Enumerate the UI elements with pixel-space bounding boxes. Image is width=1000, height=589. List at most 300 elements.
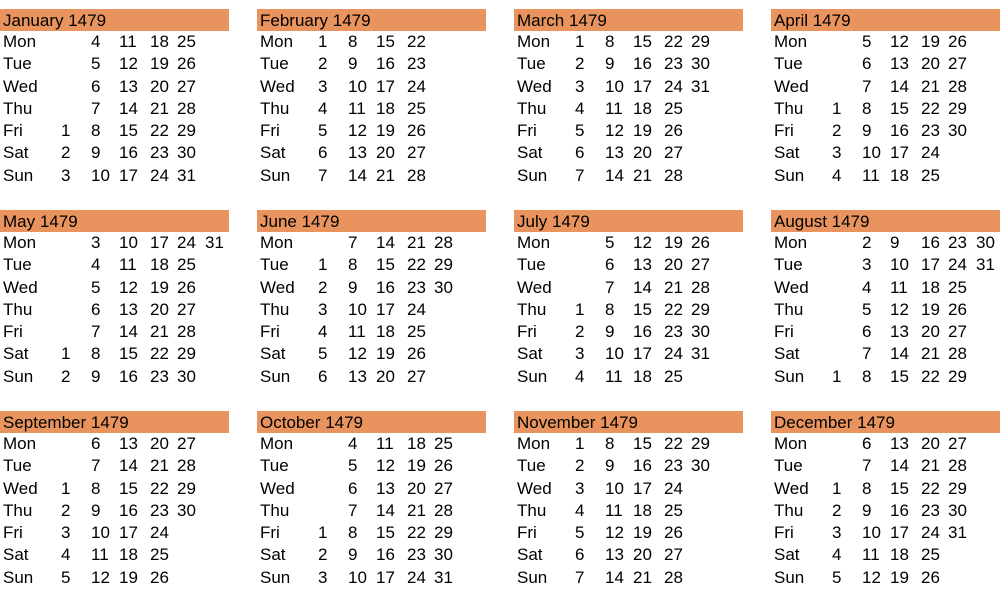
day-cell: 9 bbox=[890, 233, 900, 252]
weekday-label: Wed bbox=[260, 277, 295, 297]
day-cell: 9 bbox=[348, 54, 358, 74]
weekday-label: Sun bbox=[3, 165, 34, 185]
day-cell: 14 bbox=[376, 500, 395, 520]
day-cell: 4 bbox=[61, 545, 71, 565]
weekday-label: Sat bbox=[3, 344, 29, 364]
weekday-row-mon bbox=[0, 31, 229, 53]
day-cell: 2 bbox=[318, 545, 328, 565]
day-cell: 14 bbox=[119, 98, 138, 118]
weekday-label: Sat bbox=[774, 143, 800, 163]
day-cell: 28 bbox=[177, 98, 196, 118]
weekday-row-mon bbox=[514, 232, 743, 254]
weekday-row-sun bbox=[0, 165, 229, 187]
month-september bbox=[0, 411, 229, 589]
weekday-row-fri bbox=[257, 120, 486, 142]
day-cell: 15 bbox=[376, 255, 395, 275]
day-cell: 26 bbox=[407, 121, 426, 141]
weekday-label: Thu bbox=[260, 98, 290, 118]
day-cell: 18 bbox=[633, 366, 652, 386]
weekday-row-wed bbox=[257, 76, 486, 98]
day-cell: 20 bbox=[921, 434, 940, 453]
weekday-label: Thu bbox=[517, 299, 547, 319]
day-cell: 17 bbox=[119, 165, 138, 185]
day-cell: 5 bbox=[575, 121, 585, 141]
weekday-label: Fri bbox=[260, 121, 280, 141]
weekday-row-sun bbox=[771, 366, 1000, 388]
weekday-label: Mon bbox=[517, 434, 551, 453]
day-cell: 21 bbox=[633, 165, 652, 185]
day-cell: 1 bbox=[61, 478, 71, 498]
month-october bbox=[257, 411, 486, 589]
day-cell: 21 bbox=[376, 165, 395, 185]
weekday-label: Fri bbox=[774, 523, 794, 543]
weekday-row-sun bbox=[257, 567, 486, 589]
month-title: May 1479 bbox=[0, 210, 229, 232]
day-cell: 28 bbox=[691, 277, 710, 297]
day-cell: 23 bbox=[664, 322, 683, 342]
day-cell: 9 bbox=[605, 456, 615, 476]
weekday-row-thu bbox=[514, 98, 743, 120]
day-cell: 5 bbox=[862, 32, 872, 51]
weekday-row-fri bbox=[771, 120, 1000, 142]
weekday-label: Fri bbox=[517, 322, 537, 342]
day-cell: 6 bbox=[318, 143, 328, 163]
weekday-row-tue bbox=[257, 254, 486, 276]
weekday-row-tue bbox=[257, 455, 486, 477]
weekday-row-thu bbox=[514, 500, 743, 522]
day-cell: 9 bbox=[862, 500, 872, 520]
day-cell: 12 bbox=[348, 121, 367, 141]
day-cell: 23 bbox=[407, 54, 426, 74]
day-cell: 2 bbox=[575, 456, 585, 476]
day-cell: 15 bbox=[119, 478, 138, 498]
day-cell: 7 bbox=[91, 456, 101, 476]
day-cell: 4 bbox=[348, 434, 358, 453]
day-cell: 3 bbox=[862, 255, 872, 275]
day-cell: 11 bbox=[862, 165, 880, 185]
weekday-label: Sun bbox=[774, 165, 805, 185]
weekday-label: Sat bbox=[517, 143, 543, 163]
day-cell: 30 bbox=[948, 121, 967, 141]
day-cell: 23 bbox=[948, 233, 967, 252]
day-cell: 21 bbox=[150, 456, 169, 476]
weekday-label: Thu bbox=[3, 299, 33, 319]
weekday-label: Fri bbox=[260, 523, 280, 543]
day-cell: 16 bbox=[376, 545, 395, 565]
weekday-label: Sat bbox=[260, 344, 286, 364]
day-grid bbox=[771, 232, 1000, 388]
day-cell: 7 bbox=[575, 567, 585, 587]
day-cell: 23 bbox=[664, 456, 683, 476]
day-cell: 28 bbox=[434, 233, 453, 252]
weekday-row-mon bbox=[514, 31, 743, 53]
weekday-row-sat bbox=[257, 544, 486, 566]
day-cell: 23 bbox=[921, 121, 940, 141]
day-cell: 18 bbox=[119, 545, 138, 565]
day-cell: 4 bbox=[575, 366, 585, 386]
day-cell: 2 bbox=[318, 54, 328, 74]
weekday-row-wed bbox=[514, 277, 743, 299]
weekday-label: Mon bbox=[3, 233, 37, 252]
day-cell: 9 bbox=[348, 545, 358, 565]
day-cell: 17 bbox=[633, 344, 652, 364]
month-title: March 1479 bbox=[514, 9, 743, 31]
day-cell: 20 bbox=[921, 322, 940, 342]
day-cell: 26 bbox=[434, 456, 453, 476]
day-cell: 28 bbox=[664, 165, 683, 185]
day-cell: 7 bbox=[862, 76, 872, 96]
weekday-row-sat bbox=[771, 142, 1000, 164]
day-cell: 13 bbox=[119, 76, 138, 96]
day-cell: 19 bbox=[921, 299, 940, 319]
weekday-row-mon bbox=[771, 232, 1000, 254]
day-grid bbox=[514, 31, 743, 187]
day-cell: 18 bbox=[890, 165, 909, 185]
weekday-row-wed bbox=[0, 478, 229, 500]
day-cell: 21 bbox=[921, 456, 940, 476]
weekday-label: Mon bbox=[517, 233, 551, 252]
weekday-label: Wed bbox=[517, 76, 552, 96]
weekday-label: Sat bbox=[3, 143, 29, 163]
day-cell: 28 bbox=[948, 456, 967, 476]
day-cell: 2 bbox=[61, 500, 71, 520]
weekday-label: Tue bbox=[260, 456, 289, 476]
day-cell: 25 bbox=[407, 98, 426, 118]
day-cell: 1 bbox=[575, 299, 585, 319]
day-cell: 10 bbox=[348, 299, 367, 319]
weekday-row-fri bbox=[771, 522, 1000, 544]
day-cell: 15 bbox=[376, 523, 395, 543]
weekday-label: Wed bbox=[774, 76, 809, 96]
day-cell: 20 bbox=[921, 54, 940, 74]
day-cell: 24 bbox=[921, 523, 940, 543]
day-cell: 18 bbox=[633, 500, 652, 520]
weekday-row-tue bbox=[514, 254, 743, 276]
day-cell: 8 bbox=[862, 98, 872, 118]
day-cell: 3 bbox=[318, 567, 328, 587]
weekday-label: Sun bbox=[517, 165, 548, 185]
day-cell: 30 bbox=[948, 500, 967, 520]
month-title: January 1479 bbox=[0, 9, 229, 31]
day-cell: 15 bbox=[890, 478, 909, 498]
weekday-label: Mon bbox=[260, 434, 294, 453]
month-title: February 1479 bbox=[257, 9, 486, 31]
day-grid bbox=[514, 232, 743, 388]
day-cell: 1 bbox=[575, 32, 585, 51]
weekday-row-mon bbox=[0, 433, 229, 455]
day-cell: 2 bbox=[862, 233, 872, 252]
day-cell: 10 bbox=[890, 255, 909, 275]
weekday-row-tue bbox=[771, 254, 1000, 276]
day-cell: 26 bbox=[948, 32, 967, 51]
weekday-row-fri bbox=[0, 120, 229, 142]
day-cell: 7 bbox=[348, 500, 358, 520]
day-cell: 24 bbox=[664, 76, 683, 96]
day-cell: 15 bbox=[633, 299, 652, 319]
weekday-label: Sun bbox=[517, 567, 548, 587]
weekday-row-sun bbox=[257, 366, 486, 388]
month-title: September 1479 bbox=[0, 411, 229, 433]
day-cell: 1 bbox=[61, 121, 71, 141]
day-cell: 27 bbox=[691, 255, 710, 275]
day-cell: 29 bbox=[177, 344, 196, 364]
day-cell: 10 bbox=[605, 76, 624, 96]
weekday-row-fri bbox=[771, 321, 1000, 343]
month-february bbox=[257, 9, 486, 187]
weekday-row-sun bbox=[771, 165, 1000, 187]
weekday-label: Mon bbox=[3, 434, 37, 453]
day-cell: 10 bbox=[119, 233, 138, 252]
weekday-row-sat bbox=[514, 544, 743, 566]
day-cell: 7 bbox=[605, 277, 615, 297]
day-cell: 5 bbox=[862, 299, 872, 319]
day-cell: 8 bbox=[605, 434, 615, 453]
weekday-label: Tue bbox=[517, 255, 546, 275]
day-cell: 4 bbox=[832, 545, 842, 565]
weekday-row-wed bbox=[0, 277, 229, 299]
day-cell: 5 bbox=[91, 277, 101, 297]
weekday-label: Fri bbox=[517, 523, 537, 543]
day-cell: 24 bbox=[407, 567, 426, 587]
weekday-label: Fri bbox=[3, 121, 23, 141]
weekday-row-tue bbox=[0, 53, 229, 75]
day-cell: 25 bbox=[921, 165, 940, 185]
day-cell: 2 bbox=[575, 322, 585, 342]
day-cell: 18 bbox=[376, 98, 395, 118]
day-cell: 11 bbox=[605, 500, 623, 520]
day-cell: 25 bbox=[948, 277, 967, 297]
day-cell: 14 bbox=[119, 456, 138, 476]
weekday-row-wed bbox=[257, 277, 486, 299]
day-cell: 17 bbox=[921, 255, 940, 275]
day-cell: 20 bbox=[407, 478, 426, 498]
day-cell: 22 bbox=[664, 32, 683, 51]
day-cell: 19 bbox=[407, 456, 426, 476]
day-cell: 29 bbox=[177, 121, 196, 141]
day-cell: 19 bbox=[921, 32, 940, 51]
weekday-label: Thu bbox=[517, 500, 547, 520]
day-cell: 12 bbox=[633, 233, 652, 252]
day-cell: 13 bbox=[633, 255, 652, 275]
day-cell: 17 bbox=[150, 233, 169, 252]
weekday-label: Sat bbox=[260, 143, 286, 163]
day-cell: 7 bbox=[862, 456, 872, 476]
weekday-row-sun bbox=[0, 567, 229, 589]
month-december bbox=[771, 411, 1000, 589]
month-march bbox=[514, 9, 743, 187]
day-cell: 8 bbox=[348, 32, 358, 51]
day-cell: 8 bbox=[91, 344, 101, 364]
weekday-row-fri bbox=[257, 522, 486, 544]
weekday-label: Thu bbox=[260, 500, 290, 520]
day-cell: 7 bbox=[91, 98, 101, 118]
weekday-label: Tue bbox=[3, 54, 32, 74]
day-cell: 30 bbox=[434, 545, 453, 565]
day-cell: 25 bbox=[434, 434, 453, 453]
day-cell: 20 bbox=[150, 76, 169, 96]
day-cell: 8 bbox=[91, 478, 101, 498]
weekday-label: Tue bbox=[260, 255, 289, 275]
weekday-row-mon bbox=[0, 232, 229, 254]
day-cell: 28 bbox=[948, 76, 967, 96]
day-cell: 30 bbox=[691, 54, 710, 74]
weekday-label: Sat bbox=[3, 545, 29, 565]
day-cell: 14 bbox=[376, 233, 395, 252]
day-cell: 24 bbox=[948, 255, 967, 275]
day-cell: 16 bbox=[890, 500, 909, 520]
weekday-label: Fri bbox=[774, 322, 794, 342]
weekday-row-sat bbox=[0, 142, 229, 164]
day-cell: 5 bbox=[318, 344, 328, 364]
day-cell: 22 bbox=[407, 523, 426, 543]
day-grid bbox=[0, 232, 229, 388]
day-cell: 19 bbox=[150, 54, 169, 74]
day-cell: 6 bbox=[91, 299, 101, 319]
weekday-label: Thu bbox=[774, 500, 804, 520]
day-cell: 25 bbox=[664, 98, 683, 118]
day-cell: 17 bbox=[890, 143, 909, 163]
day-cell: 9 bbox=[605, 322, 615, 342]
weekday-label: Tue bbox=[774, 255, 803, 275]
day-cell: 11 bbox=[605, 98, 623, 118]
day-cell: 20 bbox=[376, 366, 395, 386]
day-cell: 31 bbox=[948, 523, 967, 543]
day-cell: 3 bbox=[318, 76, 328, 96]
day-cell: 25 bbox=[664, 366, 683, 386]
day-cell: 16 bbox=[890, 121, 909, 141]
weekday-row-tue bbox=[514, 53, 743, 75]
day-cell: 27 bbox=[177, 76, 196, 96]
day-cell: 27 bbox=[948, 434, 967, 453]
day-cell: 19 bbox=[664, 233, 683, 252]
day-cell: 17 bbox=[376, 567, 395, 587]
day-cell: 26 bbox=[664, 523, 683, 543]
day-cell: 18 bbox=[921, 277, 940, 297]
month-november bbox=[514, 411, 743, 589]
day-cell: 5 bbox=[605, 233, 615, 252]
day-cell: 10 bbox=[348, 567, 367, 587]
day-cell: 4 bbox=[91, 255, 101, 275]
day-cell: 6 bbox=[575, 545, 585, 565]
weekday-row-fri bbox=[514, 522, 743, 544]
day-cell: 26 bbox=[150, 567, 169, 587]
day-cell: 26 bbox=[407, 344, 426, 364]
day-cell: 23 bbox=[921, 500, 940, 520]
day-cell: 11 bbox=[890, 277, 908, 297]
day-cell: 6 bbox=[575, 143, 585, 163]
weekday-label: Wed bbox=[260, 76, 295, 96]
day-cell: 22 bbox=[150, 478, 169, 498]
day-cell: 4 bbox=[318, 322, 328, 342]
day-cell: 16 bbox=[921, 233, 940, 252]
day-cell: 13 bbox=[890, 54, 909, 74]
day-cell: 29 bbox=[177, 478, 196, 498]
weekday-label: Mon bbox=[774, 32, 808, 51]
day-cell: 7 bbox=[575, 165, 585, 185]
day-cell: 28 bbox=[434, 500, 453, 520]
weekday-label: Wed bbox=[3, 76, 38, 96]
month-may bbox=[0, 210, 229, 388]
day-cell: 21 bbox=[407, 500, 426, 520]
day-cell: 24 bbox=[150, 523, 169, 543]
day-cell: 24 bbox=[407, 299, 426, 319]
day-cell: 27 bbox=[948, 54, 967, 74]
weekday-row-sat bbox=[0, 343, 229, 365]
day-cell: 13 bbox=[119, 434, 138, 453]
day-cell: 21 bbox=[150, 98, 169, 118]
day-cell: 2 bbox=[61, 366, 71, 386]
day-cell: 1 bbox=[575, 434, 585, 453]
weekday-row-sat bbox=[257, 142, 486, 164]
weekday-label: Thu bbox=[774, 299, 804, 319]
weekday-row-fri bbox=[0, 522, 229, 544]
day-cell: 17 bbox=[376, 299, 395, 319]
day-cell: 11 bbox=[376, 434, 394, 453]
weekday-row-fri bbox=[257, 321, 486, 343]
weekday-row-tue bbox=[0, 254, 229, 276]
weekday-label: Sat bbox=[774, 545, 800, 565]
day-cell: 6 bbox=[348, 478, 358, 498]
weekday-label: Wed bbox=[3, 478, 38, 498]
day-cell: 11 bbox=[348, 322, 366, 342]
day-cell: 12 bbox=[605, 523, 624, 543]
day-cell: 31 bbox=[205, 233, 224, 252]
day-cell: 24 bbox=[664, 344, 683, 364]
day-cell: 8 bbox=[348, 255, 358, 275]
day-cell: 27 bbox=[434, 478, 453, 498]
day-cell: 22 bbox=[150, 121, 169, 141]
day-cell: 1 bbox=[318, 255, 328, 275]
day-cell: 1 bbox=[318, 523, 328, 543]
weekday-label: Sun bbox=[774, 567, 805, 587]
day-cell: 21 bbox=[664, 277, 683, 297]
day-cell: 14 bbox=[605, 567, 624, 587]
day-cell: 23 bbox=[407, 277, 426, 297]
day-cell: 1 bbox=[61, 344, 71, 364]
day-cell: 29 bbox=[948, 366, 967, 386]
day-cell: 29 bbox=[691, 32, 710, 51]
day-cell: 22 bbox=[407, 32, 426, 51]
day-cell: 13 bbox=[605, 545, 624, 565]
day-cell: 14 bbox=[890, 456, 909, 476]
weekday-row-tue bbox=[514, 455, 743, 477]
day-cell: 22 bbox=[921, 478, 940, 498]
day-cell: 17 bbox=[890, 523, 909, 543]
day-cell: 30 bbox=[434, 277, 453, 297]
day-cell: 31 bbox=[177, 165, 196, 185]
weekday-label: Wed bbox=[3, 277, 38, 297]
day-cell: 8 bbox=[605, 32, 615, 51]
weekday-row-wed bbox=[514, 76, 743, 98]
day-cell: 26 bbox=[948, 299, 967, 319]
day-cell: 15 bbox=[890, 98, 909, 118]
weekday-row-wed bbox=[514, 478, 743, 500]
weekday-label: Sun bbox=[3, 567, 34, 587]
day-cell: 29 bbox=[691, 434, 710, 453]
day-cell: 21 bbox=[633, 567, 652, 587]
day-grid bbox=[514, 433, 743, 589]
day-cell: 2 bbox=[575, 54, 585, 74]
day-cell: 6 bbox=[91, 434, 101, 453]
day-cell: 23 bbox=[150, 143, 169, 163]
day-cell: 15 bbox=[890, 366, 909, 386]
day-cell: 16 bbox=[376, 54, 395, 74]
day-cell: 26 bbox=[177, 54, 196, 74]
day-cell: 16 bbox=[119, 500, 138, 520]
weekday-label: Wed bbox=[774, 277, 809, 297]
day-cell: 18 bbox=[150, 255, 169, 275]
weekday-row-thu bbox=[257, 98, 486, 120]
